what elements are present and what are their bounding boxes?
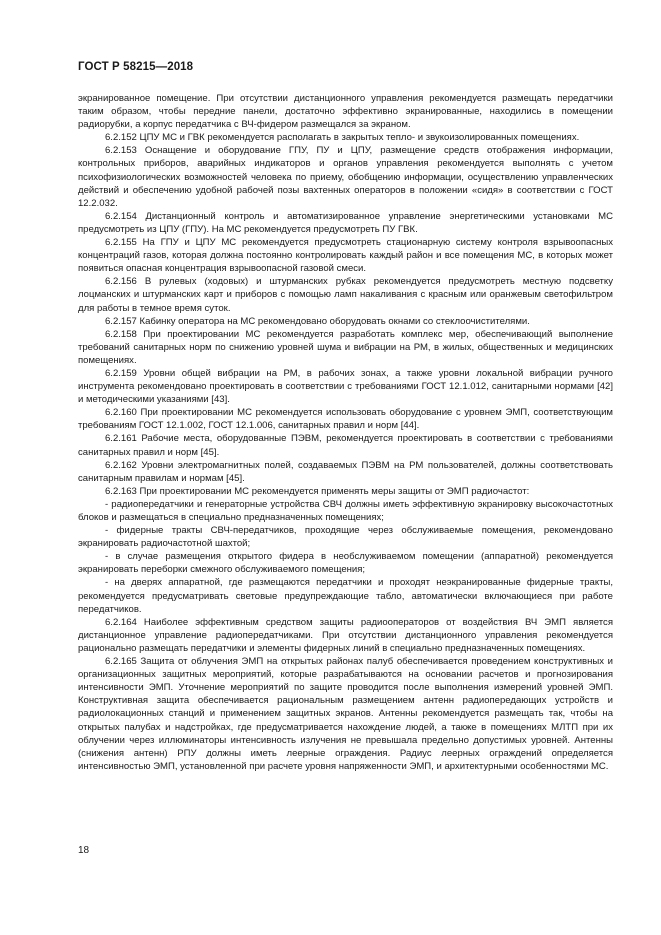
- paragraph: 6.2.163 При проектировании МС рекомендуется применять меры защиты от ЭМП радиочастот:: [105, 485, 530, 497]
- paragraph: 6.2.165 Защита от облучения ЭМП на открытых районах палуб обеспечивается проведением конструктивных и организационных защитных мероприятий, которые разрабатываются на основании расчетов и прогнозирования интенсивности ЭМП. Уточнение мероприятий по защите проводится после выполнения измерений уровней ЭМП. Конструктивная защита обеспечивается рациональным размещением антенн радиопередающих устройств и радиолокационных станций и применением защитных экранов. Антенны рекомендуется размещать так, чтобы на открытых палубах и надстройках, где предусматривается нахождение людей, а также в помещениях МЛТП при их облучении через иллюминаторы интенсивность излучения не превышала предельно допустимых уровней. Антенны (снижения антенн) РПУ должны иметь леерные ограждения. Радиус леерных ограждений определяется интенсивностью ЭМП, установленной при расчете уровня напряженности ЭМП, и архитектурными особенностями МС.: [78, 656, 613, 772]
- document-body: [78, 92, 613, 773]
- paragraph: 6.2.155 На ГПУ и ЦПУ МС рекомендуется предусмотреть стационарную систему контроля взрывоопасных концентраций газов, которая должна постоянно контролировать каждый район и все помещения МС, в которых может появиться опасная концентрация взрывоопасной газовой смеси.: [78, 237, 613, 275]
- paragraph: 6.2.154 Дистанционный контроль и автоматизированное управление энергетическими установками МС предусмотреть из ЦПУ (ГПУ). На МС рекомендуется предусмотреть ПУ ГВК.: [78, 210, 613, 235]
- paragraph: 6.2.161 Рабочие места, оборудованные ПЭВМ, рекомендуется проектировать в соответствии с требованиями санитарных правил и норм [45].: [78, 433, 613, 458]
- paragraph: 6.2.157 Кабинку оператора на МС рекомендовано оборудовать окнами со стеклоочистителями.: [105, 315, 530, 327]
- paragraph: 6.2.162 Уровни электромагнитных полей, создаваемых ПЭВМ на РМ пользователей, должны соответствовать санитарным правилам и нормам [45].: [78, 459, 613, 484]
- paragraph: 6.2.153 Оснащение и оборудование ГПУ, ПУ и ЦПУ, размещение средств отображения информации, контрольных приборов, аварийных индикаторов и органов управления рекомендуется выполнять с учетом психофизиологических возможностей человека по приему, обобщению информации, осуществлению управленческих действий и обеспечению удобной рабочей позы вахтенных операторов в положении «сидя» в соответствии с ГОСТ 12.2.032.: [78, 145, 613, 209]
- paragraph: экранированное помещение. При отсутствии дистанционного управления рекомендуется размещать передатчики таким образом, чтобы передние панели, достаточно эффективно экранированные, находились в помещении радиорубки, а корпус передатчика с ВЧ-фидером размещался за экраном.: [78, 93, 613, 131]
- list-item: - радиопередатчики и генераторные устройства СВЧ должны иметь эффективную экранировку высокочастотных блоков и размещаться в специально предназначенных помещениях;: [78, 498, 613, 523]
- list-item: - фидерные тракты СВЧ-передатчиков, проходящие через обслуживаемые помещения, рекомендовано экранировать радиочастотной шахтой;: [78, 525, 613, 550]
- document-header: ГОСТ Р 58215—2018: [78, 61, 194, 73]
- paragraph: 6.2.152 ЦПУ МС и ГВК рекомендуется располагать в закрытых тепло- и звукоизолированных помещениях.: [105, 132, 580, 144]
- paragraph: 6.2.160 При проектировании МС рекомендуется использовать оборудование с уровнем ЭМП, соответствующим требованиям ГОСТ 12.1.002, ГОСТ 12.1.006, санитарных правил и норм [44].: [78, 407, 613, 432]
- list-item: - на дверях аппаратной, где размещаются передатчики и проходят неэкранированные фидерные тракты, рекомендуется предусматривать световые предупреждающие табло, автоматически включающиеся при работе передатчиков.: [78, 577, 613, 615]
- page-number: 18: [78, 845, 90, 856]
- list-item: - в случае размещения открытого фидера в необслуживаемом помещении (аппаратной) рекомендуется экранировать переборки смежного обслуживаемого помещения;: [78, 551, 613, 576]
- paragraph: 6.2.159 Уровни общей вибрации на РМ, в рабочих зонах, а также уровни локальной вибрации ручного инструмента рекомендовано проектировать в соответствии с требованиями ГОСТ 12.1.012, санитарными нормами [42] и методическими указаниями [43].: [78, 367, 613, 406]
- paragraph: 6.2.164 Наиболее эффективным средством защиты радиооператоров от воздействия ВЧ ЭМП является дистанционное управление радиопередатчиками. При отсутствии дистанционного управления рекомендуется рационально размещать передатчики и элементы фидерных линий в специально предназначенных помещениях.: [78, 616, 613, 654]
- paragraph: 6.2.158 При проектировании МС рекомендуется разработать комплекс мер, обеспечивающий выполнение требований санитарных норм по снижению уровней шума и вибрации на РМ, в жилых, общественных и медицинских помещениях.: [78, 328, 613, 366]
- paragraph: 6.2.156 В рулевых (ходовых) и штурманских рубках рекомендуется предусмотреть местную подсветку лоцманских и штурманских карт и приборов с помощью ламп накаливания с красным или оранжевым светофильтром для работы в темное время суток.: [78, 276, 613, 314]
